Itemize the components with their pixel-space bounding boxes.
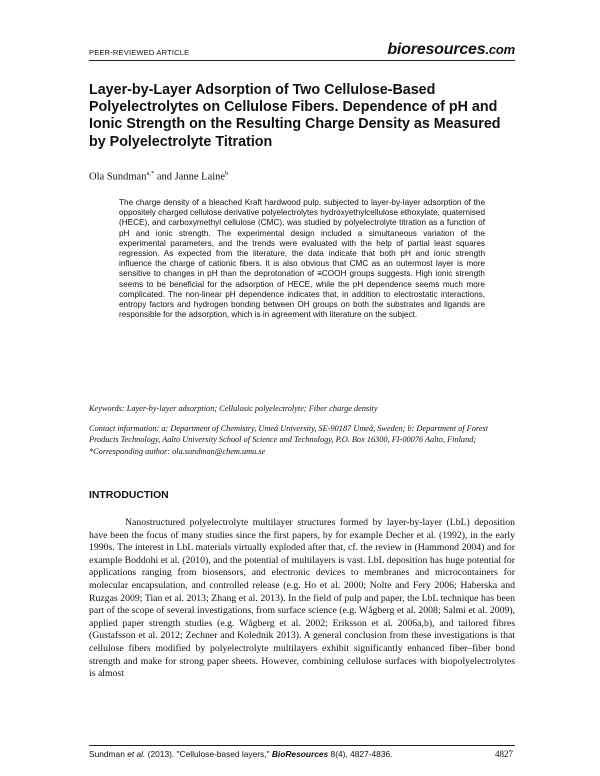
author-name: Janne Laine bbox=[174, 171, 226, 183]
citation bbox=[89, 749, 392, 759]
author-line bbox=[89, 170, 228, 183]
journal-logo bbox=[387, 41, 515, 59]
page-number: 4827 bbox=[495, 749, 513, 759]
author-affiliation-mark: b bbox=[225, 170, 229, 177]
author-name: Ola Sundman bbox=[89, 171, 147, 183]
citation-author: Sundman bbox=[89, 749, 128, 759]
article-title: Layer-by-Layer Adsorption of Two Cellulose-Based Polyelectrolytes on Cellulose Fibers. Dependence of pH and Ionic Strength on the Resulting Charge Density as Measured by Polyelectrolyte Titration bbox=[89, 82, 501, 150]
section-heading: INTRODUCTION bbox=[89, 490, 169, 501]
citation-title: (2013). "Cellulose-based layers," bbox=[145, 749, 272, 759]
citation-etal: et al. bbox=[127, 749, 146, 759]
journal-logo-main: bioresources bbox=[387, 41, 486, 58]
abstract: The charge density of a bleached Kraft hardwood pulp, subjected to layer-by-layer adsorption of the oppositely charged cellulose derivative polyelectrolytes hydroxyethylcellulose ethoxylate, quaternised (HECE), and carboxymethyl cellulose (CMC), was studied by polyelectrolyte titration as a function of pH and ionic strength. The experimental design included a simultaneous variation of the experimental parameters, and the trends were evaluated with the help of partial least squares regression. As expected from the literature, the data indicate that both pH and ionic strength influence the charge of cationic fibers. It is also obvious that CMC as an outermost layer is more sensitive to changes in pH than the deprotonation of ≡COOH groups suggests. High ionic strength seems to be beneficial for the adsorption of HECE, while the pH dependence seems much more complicated. The non-linear pH dependence indicates that, in addition to electrostatic interactions, entropy factors and hydrogen bonding between OH groups on both the substrates and ligands are responsible for the adsorption, which is in agreement with literature on the subject. bbox=[119, 198, 485, 320]
author-affiliation-mark: a,* bbox=[146, 170, 155, 177]
journal-logo-suffix: .com bbox=[485, 42, 515, 57]
page-header bbox=[89, 36, 515, 61]
keywords: Keywords: Layer-by-layer adsorption; Cellulosic polyelectrolyte; Fiber charge density bbox=[89, 404, 378, 413]
intro-paragraph: Nanostructured polyelectrolyte multilayer structures formed by layer-by-layer (LbL) deposition have been the focus of many studies since the first papers, by for example Decher et al. (1992), in the early 1990s. The interest in LbL materials virtually exploded after that, cf. the review in (Hammond 2004) and for example Boddohi et al. (2010), and the potential of multilayers is vast. LbL deposition has huge potential for applications ranging from biosensors, and electronic devices to membranes and microcontainers for molecular encapsulation, and controlled release (e.g. Ho et al. 2000; Nolte and Fery 2006; Haberska and Ruzgas 2009; Tian et al. 2013; Zhang et al. 2013). In the field of pulp and paper, the LbL technique has been part of the scope of several investigations, from surface science (e.g. Wågberg et al. 2008; Salmi et al. 2009), applied paper strength studies (e.g. Wågberg et al. 2002; Eriksson et al. 2006a,b), and tailored fibres (Gustafsson et al. 2012; Zechner and Kolednik 2013). A general conclusion from these investigations is that cellulose fibers modified by polyelectrolyte multilayers exhibit significantly enhanced fiber–fiber bond strength and make for strong paper sheets. However, combining cellulose surfaces with biopolyelectrolytes is almost bbox=[89, 517, 515, 680]
author-separator: and bbox=[154, 171, 175, 183]
citation-volume: 8(4), 4827-4836. bbox=[328, 749, 393, 759]
page-footer bbox=[89, 745, 515, 758]
section-label: PEER-REVIEWED ARTICLE bbox=[89, 48, 190, 57]
contact-information: Contact information: a: Department of Chemistry, Umeå University, SE-90187 Umeå, Sweden; b: Department of Forest Products Technology, Aalto University School of Science and Technology, P.O. Box 16300, FI-00076 Aalto, Finland; *Corresponding author: ola.sundman@chem.umu.se bbox=[89, 424, 489, 456]
citation-journal: BioResources bbox=[271, 749, 329, 759]
